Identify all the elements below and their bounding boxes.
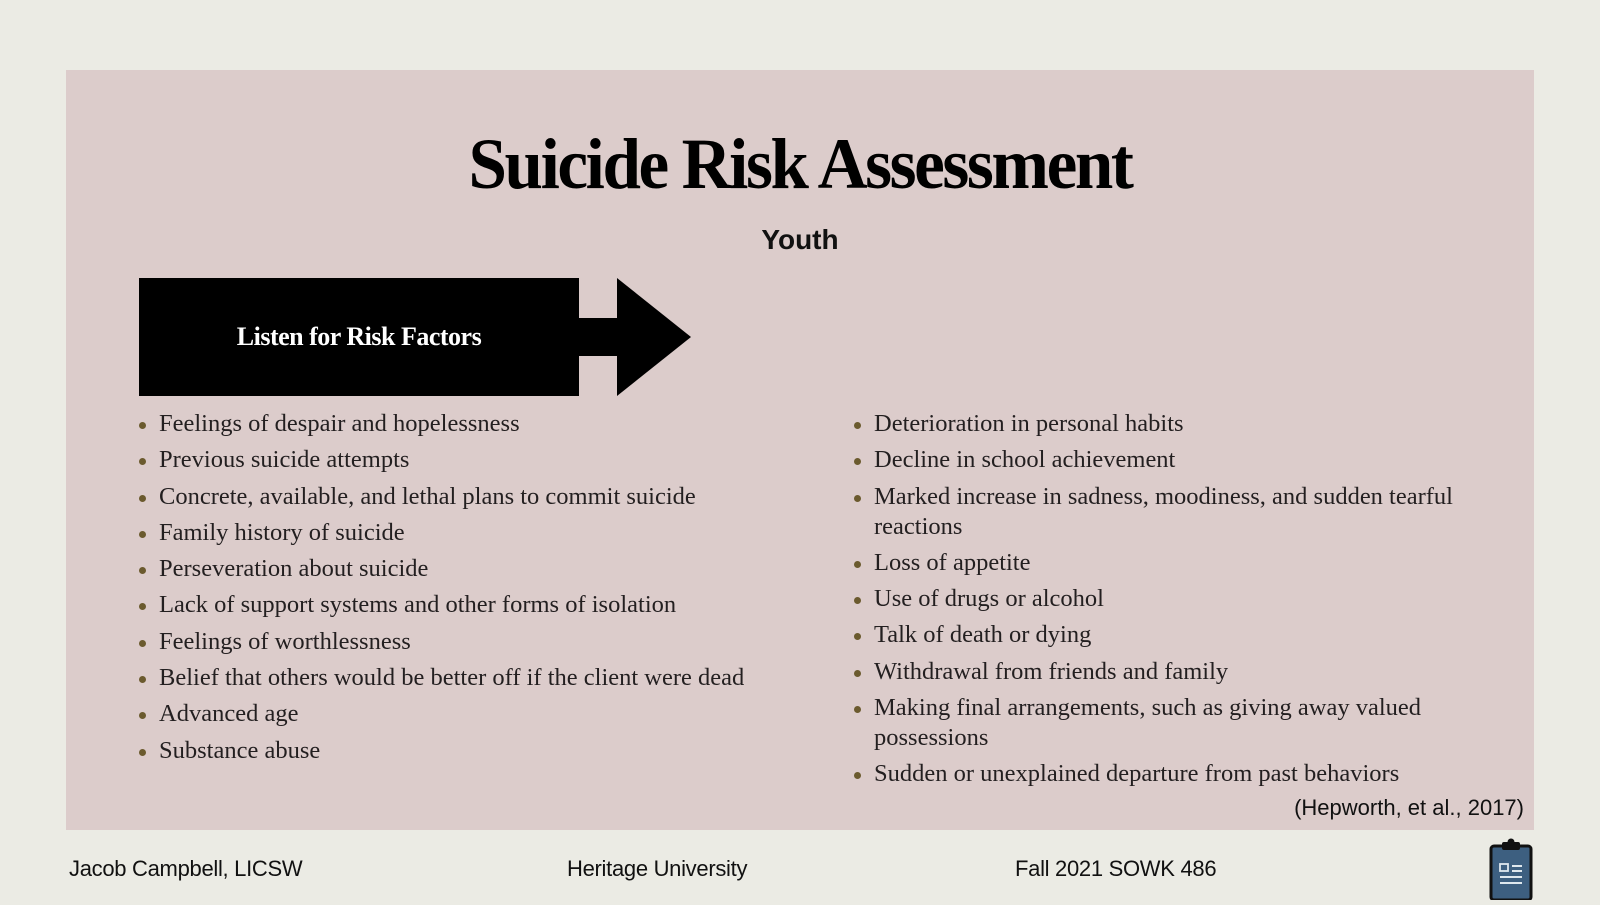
list-item-text: Feelings of despair and hopelessness xyxy=(159,410,520,437)
list-item xyxy=(854,657,1494,687)
list-item-text: Talk of death or dying xyxy=(874,621,1092,649)
bullet-icon xyxy=(854,495,861,502)
slide-subtitle: Youth xyxy=(761,224,839,255)
list-item-text: Concrete, available, and lethal plans to commit suicide xyxy=(159,482,696,510)
risk-factors-list-left xyxy=(139,409,799,772)
list-item-text: Advanced age xyxy=(159,700,299,728)
list-item xyxy=(139,482,799,512)
list-item xyxy=(139,409,799,439)
list-item-text: Lack of support systems and other forms of isolation xyxy=(159,591,677,619)
bullet-icon xyxy=(139,712,146,719)
bullet-icon xyxy=(139,749,146,756)
list-item-text: Use of drugs or alcohol xyxy=(874,585,1104,613)
list-item xyxy=(854,548,1494,578)
list-item-text: Withdrawal from friends and family xyxy=(874,657,1229,685)
list-item xyxy=(139,627,799,657)
list-item xyxy=(139,663,799,693)
bullet-icon xyxy=(854,458,861,465)
list-item xyxy=(854,620,1494,650)
list-item-text: Making final arrangements, such as giving away valued possessions xyxy=(874,694,1422,752)
bullet-icon xyxy=(854,561,861,568)
list-item-text: Marked increase in sadness, moodiness, and sudden tearful reactions xyxy=(874,482,1453,540)
arrow-banner xyxy=(139,278,691,396)
list-item xyxy=(139,518,799,548)
list-item-text: Sudden or unexplained departure from past behaviors xyxy=(874,760,1400,788)
list-item-text: Previous suicide attempts xyxy=(159,446,410,474)
list-item xyxy=(854,445,1494,475)
bullet-icon xyxy=(854,772,861,779)
bullet-icon xyxy=(139,676,146,683)
list-item-text: Belief that others would be better off if the client were dead xyxy=(159,664,745,692)
list-item-text: Loss of appetite xyxy=(874,548,1031,576)
list-item-text: Feelings of worthlessness xyxy=(159,627,411,655)
list-item-text: Deterioration in personal habits xyxy=(874,410,1184,437)
list-item xyxy=(854,693,1494,753)
bullet-icon xyxy=(139,458,146,465)
bullet-icon xyxy=(139,495,146,502)
arrow-label: Listen for Risk Factors xyxy=(236,322,482,351)
citation: (Hepworth, et al., 2017) xyxy=(1294,795,1524,820)
bullet-icon xyxy=(139,531,146,538)
list-item-text: Substance abuse xyxy=(159,736,321,764)
list-item xyxy=(139,699,799,729)
list-item xyxy=(854,584,1494,614)
footer-course: Fall 2021 SOWK 486 xyxy=(1015,856,1217,881)
list-item xyxy=(854,409,1494,439)
bullet-icon xyxy=(854,633,861,640)
bullet-icon xyxy=(854,706,861,713)
bullet-icon xyxy=(854,670,861,677)
list-item xyxy=(854,759,1494,789)
list-item xyxy=(854,482,1494,542)
list-item xyxy=(139,445,799,475)
bullet-icon xyxy=(854,597,861,604)
bullet-icon xyxy=(139,422,146,429)
clipboard-icon[interactable] xyxy=(1488,838,1534,900)
bullet-icon xyxy=(139,567,146,574)
list-item xyxy=(139,736,799,766)
slide-title: Suicide Risk Assessment xyxy=(468,124,1132,204)
list-item-text: Perseveration about suicide xyxy=(159,555,429,583)
bullet-icon xyxy=(139,640,146,647)
footer-organization: Heritage University xyxy=(567,856,748,881)
list-item-text: Decline in school achievement xyxy=(874,446,1176,474)
footer-author: Jacob Campbell, LICSW xyxy=(69,856,303,881)
list-item xyxy=(139,590,799,620)
list-item xyxy=(139,554,799,584)
bullet-icon xyxy=(139,603,146,610)
bullet-icon xyxy=(854,422,861,429)
risk-factors-list-right xyxy=(854,409,1494,796)
list-item-text: Family history of suicide xyxy=(159,518,405,546)
